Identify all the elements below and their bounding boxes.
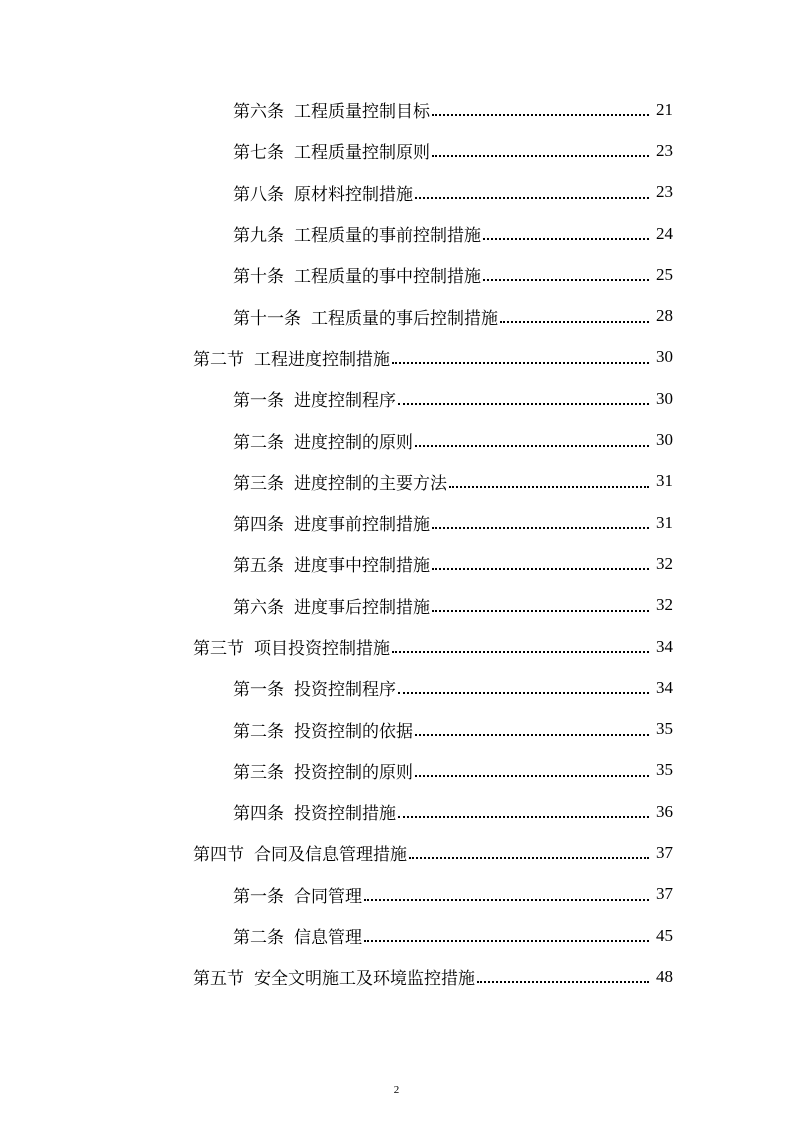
- toc-entry-number: 第九条: [233, 226, 284, 247]
- toc-entry-number: 第十一条: [233, 308, 301, 329]
- toc-entry-title: 进度事后控制措施: [294, 597, 430, 618]
- toc-entry-number: 第六条: [233, 102, 284, 123]
- toc-dot-leader: [500, 304, 649, 323]
- toc-entry-page: 48: [656, 966, 673, 986]
- toc-entry-number: 第十条: [233, 267, 284, 288]
- toc-entry[interactable]: [0, 378, 793, 419]
- toc-dot-leader: [415, 717, 649, 736]
- toc-dot-leader: [477, 964, 649, 983]
- toc-entry-page: 24: [656, 223, 673, 243]
- toc-entry-title: 进度事中控制措施: [294, 556, 430, 577]
- toc-dot-leader: [398, 386, 649, 405]
- toc-entry-number: 第四条: [233, 515, 284, 536]
- toc-entry-label: [233, 304, 498, 329]
- toc-entry-page: 34: [656, 636, 673, 656]
- toc-entry-label: [233, 551, 430, 576]
- table-of-contents: [0, 89, 793, 998]
- toc-entry-title: 原材料控制措施: [294, 184, 413, 205]
- toc-entry-number: 第二条: [233, 928, 284, 949]
- toc-entry-title: 项目投资控制措施: [254, 639, 390, 659]
- toc-entry-label: [233, 799, 396, 824]
- toc-entry[interactable]: [0, 585, 793, 626]
- toc-entry-label: [233, 882, 362, 907]
- toc-entry-number: 第八条: [233, 184, 284, 205]
- toc-entry-title: 信息管理: [294, 928, 362, 949]
- toc-entry-title: 合同及信息管理措施: [254, 845, 407, 866]
- page-number: 2: [393, 1084, 400, 1096]
- toc-entry-label: [233, 675, 396, 700]
- toc-dot-leader: [392, 345, 649, 364]
- toc-dot-leader: [392, 634, 649, 653]
- toc-entry-page: 23: [656, 140, 673, 160]
- toc-entry-number: 第一条: [233, 680, 284, 701]
- toc-entry-label: [233, 469, 447, 494]
- toc-dot-leader: [432, 138, 649, 157]
- toc-entry-number: 第六条: [233, 597, 284, 618]
- toc-entry-title: 投资控制的依据: [294, 721, 413, 742]
- toc-entry[interactable]: [0, 543, 793, 584]
- toc-entry-title: 投资控制措施: [294, 804, 396, 825]
- toc-entry-page: 37: [656, 884, 673, 904]
- toc-entry-page: 45: [656, 925, 673, 945]
- toc-entry-label: [233, 180, 413, 205]
- toc-entry-label: [233, 138, 430, 163]
- toc-entry-title: 进度控制程序: [294, 391, 396, 412]
- toc-entry-title: 工程质量控制原则: [294, 143, 430, 164]
- toc-entry-number: 第一条: [233, 886, 284, 907]
- toc-entry-label: [233, 758, 413, 783]
- toc-entry[interactable]: [0, 172, 793, 213]
- toc-dot-leader: [483, 221, 649, 240]
- toc-entry-title: 工程质量的事中控制措施: [294, 267, 481, 288]
- toc-entry[interactable]: [0, 502, 793, 543]
- toc-entry-label: [193, 964, 475, 989]
- toc-dot-leader: [449, 469, 649, 488]
- toc-entry-title: 进度控制的主要方法: [294, 473, 447, 494]
- toc-entry-page: 30: [656, 430, 673, 450]
- toc-section-entry[interactable]: [0, 832, 793, 873]
- toc-entry-label: [193, 345, 390, 370]
- toc-entry[interactable]: [0, 89, 793, 130]
- toc-entry-label: [233, 510, 430, 535]
- toc-dot-leader: [483, 262, 649, 281]
- toc-entry[interactable]: [0, 708, 793, 749]
- toc-entry[interactable]: [0, 130, 793, 171]
- toc-section-entry[interactable]: [0, 337, 793, 378]
- toc-entry-number: 第二条: [233, 432, 284, 453]
- toc-entry-page: 31: [656, 471, 673, 491]
- toc-entry-label: [233, 593, 430, 618]
- toc-dot-leader: [364, 882, 649, 901]
- toc-entry-number: 第三节: [193, 639, 244, 659]
- toc-entry[interactable]: [0, 915, 793, 956]
- toc-entry[interactable]: [0, 461, 793, 502]
- toc-entry-page: 36: [656, 801, 673, 821]
- toc-entry-label: [233, 386, 396, 411]
- toc-entry-number: 第二节: [193, 349, 244, 370]
- toc-entry[interactable]: [0, 254, 793, 295]
- toc-entry-page: 32: [656, 595, 673, 615]
- toc-entry-page: 35: [656, 760, 673, 780]
- toc-entry[interactable]: [0, 667, 793, 708]
- toc-entry[interactable]: [0, 419, 793, 460]
- toc-entry-page: 32: [656, 553, 673, 573]
- toc-entry-page: 34: [656, 677, 673, 697]
- toc-entry-label: [233, 428, 413, 453]
- toc-entry-page: 30: [656, 388, 673, 408]
- toc-entry-page: 21: [656, 99, 673, 119]
- toc-entry-title: 进度控制的原则: [294, 432, 413, 453]
- toc-dot-leader: [364, 923, 649, 942]
- toc-entry-label: [233, 717, 413, 742]
- toc-entry-number: 第二条: [233, 721, 284, 742]
- toc-dot-leader: [415, 180, 649, 199]
- toc-dot-leader: [432, 97, 649, 116]
- toc-entry-title: 工程质量的事前控制措施: [294, 226, 481, 247]
- toc-entry-number: 第四节: [193, 845, 244, 866]
- toc-entry-label: [193, 634, 390, 659]
- toc-dot-leader: [415, 428, 649, 447]
- toc-entry-page: 37: [656, 842, 673, 862]
- toc-entry-label: [193, 840, 407, 865]
- toc-dot-leader: [398, 799, 649, 818]
- toc-dot-leader: [432, 551, 649, 570]
- toc-entry[interactable]: [0, 295, 793, 336]
- toc-entry-title: 安全文明施工及环境监控措施: [254, 969, 475, 990]
- toc-entry-label: [233, 221, 481, 246]
- toc-dot-leader: [432, 510, 649, 529]
- toc-dot-leader: [398, 675, 649, 694]
- toc-entry-number: 第五节: [193, 969, 244, 990]
- toc-entry-page: 28: [656, 306, 673, 326]
- toc-entry-number: 第五条: [233, 556, 284, 577]
- toc-section-entry[interactable]: [0, 626, 793, 667]
- toc-section-entry[interactable]: [0, 956, 793, 997]
- toc-entry-title: 投资控制的原则: [294, 762, 413, 783]
- toc-entry-label: [233, 262, 481, 287]
- toc-entry-title: 工程进度控制措施: [254, 349, 390, 370]
- toc-entry-title: 工程质量控制目标: [294, 102, 430, 123]
- toc-dot-leader: [415, 758, 649, 777]
- toc-entry-number: 第四条: [233, 804, 284, 825]
- toc-entry-label: [233, 923, 362, 948]
- toc-entry-number: 第一条: [233, 391, 284, 412]
- toc-entry-page: 31: [656, 512, 673, 532]
- toc-entry[interactable]: [0, 874, 793, 915]
- toc-entry[interactable]: [0, 791, 793, 832]
- toc-dot-leader: [432, 593, 649, 612]
- toc-entry-page: 35: [656, 719, 673, 739]
- toc-entry[interactable]: [0, 750, 793, 791]
- toc-entry-title: 合同管理: [294, 886, 362, 907]
- toc-entry-page: 25: [656, 264, 673, 284]
- toc-entry-label: [233, 97, 430, 122]
- toc-entry-title: 工程质量的事后控制措施: [311, 308, 498, 329]
- toc-entry-number: 第三条: [233, 762, 284, 783]
- toc-entry-page: 23: [656, 182, 673, 202]
- toc-entry-page: 30: [656, 347, 673, 367]
- toc-entry-number: 第三条: [233, 473, 284, 494]
- toc-entry-number: 第七条: [233, 143, 284, 164]
- toc-entry-title: 进度事前控制措施: [294, 515, 430, 536]
- toc-entry[interactable]: [0, 213, 793, 254]
- toc-dot-leader: [409, 840, 649, 859]
- toc-entry-title: 投资控制程序: [294, 680, 396, 701]
